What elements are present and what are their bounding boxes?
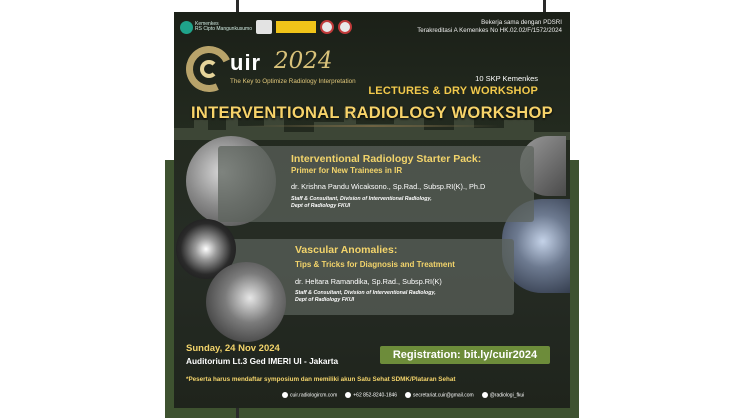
session-1-speaker: dr. Krishna Pandu Wicaksono., Sp.Rad., Subsp.RI(K)., Ph.D [291, 182, 486, 191]
phone-icon [345, 392, 351, 398]
event-subtitle: LECTURES & DRY WORKSHOP [368, 85, 538, 97]
session-2-subtitle: Tips & Tricks for Diagnosis and Treatment [295, 260, 455, 269]
session-2-affiliation: Staff & Consultant, Division of Interventional Radiology, Dept of Radiology FKUI [295, 290, 436, 303]
instagram-icon [482, 392, 488, 398]
email-contact[interactable]: secretariat.cuir@gmail.com [405, 392, 474, 398]
event-date: Sunday, 24 Nov 2024 [186, 343, 280, 354]
kemenkes-logo-mark [180, 21, 193, 34]
brand-year: 2024 [274, 48, 333, 74]
mail-icon [405, 392, 411, 398]
event-poster [174, 12, 570, 408]
association-logo [320, 20, 334, 34]
instagram-contact[interactable]: @radiologi_fkui [482, 392, 525, 398]
session-2-title: Vascular Anomalies: [295, 244, 398, 256]
registration-link[interactable]: Registration: bit.ly/cuir2024 [380, 346, 550, 364]
kemenkes-logo [180, 21, 252, 34]
faculty-logo [276, 21, 316, 33]
brand-tagline: The Key to Optimize Radiology Interpretation [230, 78, 356, 85]
phone-contact[interactable]: +62 852-8240-1846 [345, 392, 397, 398]
globe-icon [282, 392, 288, 398]
accreditation-info [417, 19, 562, 35]
accreditation-number: Terakreditasi A Kemenkes No HK.02.02/F/1572/2024 [417, 27, 562, 34]
partner-logos [180, 18, 352, 36]
session-1-affiliation: Staff & Consultant, Division of Interventional Radiology, Dept of Radiology FKUI [291, 196, 432, 209]
skp-credits: 10 SKP Kemenkes [475, 74, 538, 83]
event-venue: Auditorium Lt.3 Ged IMERI UI - Jakarta [186, 356, 339, 366]
kemenkes-subname: RS Cipto Mangunkusumo [195, 26, 252, 32]
title-divider [244, 125, 500, 127]
accreditation-partner: Bekerja sama dengan PDSRI [481, 19, 562, 26]
session-1-title: Interventional Radiology Starter Pack: [291, 153, 482, 165]
website-contact[interactable]: cuir.radiologircm.com [282, 392, 337, 398]
cuir-logo-inner [200, 60, 218, 78]
registration-note: *Peserta harus mendaftar symposium dan memiliki akun Satu Sehat SDMK/Plataran Sehat [186, 376, 456, 383]
session-1-subtitle: Primer for New Trainees in IR [291, 166, 403, 175]
brand-name: uir [230, 50, 262, 75]
angiogram-image [206, 262, 286, 342]
kemenkes-name: Kemenkes [195, 20, 219, 27]
contact-footer [282, 392, 524, 398]
event-title: INTERVENTIONAL RADIOLOGY WORKSHOP [191, 104, 553, 122]
session-2-speaker: dr. Heltara Ramandika, Sp.Rad., Subsp.RI(K) [295, 277, 442, 286]
university-logo [256, 20, 272, 34]
society-logo [338, 20, 352, 34]
